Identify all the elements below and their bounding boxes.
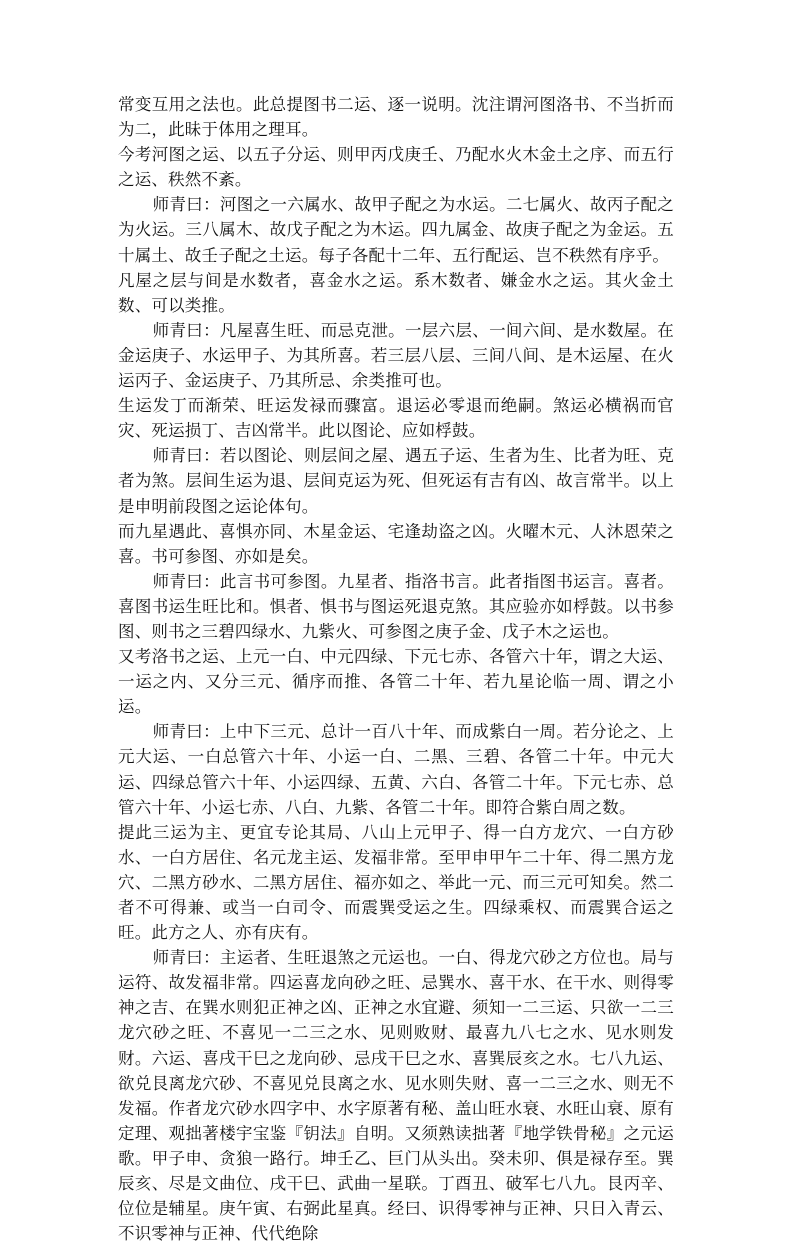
document-page [118, 92, 674, 1246]
paragraph-8: 而九星遇此、喜惧亦同、木星金运、宅逢劫盗之凶。火曜木元、人沐恩荣之喜。书可参图、亦如是矣。 [118, 521, 674, 566]
paragraph-1: 常变互用之法也。此总提图书二运、逐一说明。沈注谓河图洛书、不当折而为二，此昧于体用之理耳。 [118, 95, 674, 140]
paragraph-11: 师青曰：上中下三元、总计一百八十年、而成紫白一周。若分论之、上元大运、一白总管六十年、小运一白、二黑、三碧、各管二十年。中元大运、四绿总管六十年、小运四绿、五黄、六白、各管二十年。下元七赤、总管六十年、小运七赤、八白、九紫、各管二十年。即符合紫白周之数。 [118, 722, 674, 817]
paragraph-4: 凡屋之层与间是水数者，喜金水之运。系木数者、嫌金水之运。其火金土数、可以类推。 [118, 270, 674, 315]
paragraph-6: 生运发丁而渐荣、旺运发禄而骤富。退运必零退而绝嗣。煞运必横祸而官灾、死运损丁、吉凶常半。此以图论、应如桴鼓。 [118, 396, 674, 441]
paragraph-12: 提此三运为主、更宜专论其局、八山上元甲子、得一白方龙穴、一白方砂水、一白方居住、名元龙主运、发福非常。至甲申甲午二十年、得二黑方龙穴、二黑方砂水、二黑方居住、福亦如之、举此一元、而三元可知矣。然二者不可得兼、或当一白司令、而震巽受运之生。四绿乘权、而震巽合运之旺。此方之人、亦有庆有。 [118, 822, 674, 943]
paragraph-2: 今考河图之运、以五子分运、则甲丙戊庚壬、乃配水火木金土之序、而五行之运、秩然不紊。 [118, 145, 674, 190]
paragraph-9: 师青曰：此言书可参图。九星者、指洛书言。此者指图书运言。喜者。喜图书运生旺比和。惧者、惧书与图运死退克煞。其应验亦如桴鼓。以书参图、则书之三碧四绿水、九紫火、可参图之庚子金、戊子木之运也。 [118, 571, 674, 641]
paragraph-13: 师青曰：主运者、生旺退煞之元运也。一白、得龙穴砂之方位也。局与运符、故发福非常。四运喜龙向砂之旺、忌巽水、喜干水、在干水、则得零神之吉、在巽水则犯正神之凶、正神之水宜避、须知一二三运、只欲一二三龙穴砂之旺、不喜见一二三之水、见则败财、最喜九八七之水、见水则发财。六运、喜戌干巳之龙向砂、忌戌干巳之水、喜巽辰亥之水。七八九运、欲兑艮离龙穴砂、不喜见兑艮离之水、见水则失财、喜一二三之水、则无不发福。作者龙穴砂水四字中、水字原著有秘、盖山旺水衰、水旺山衰、原有定理、观拙著楼宇宝鉴『钥法』自明。又须熟读拙著『地学铁骨秘』之元运歌。甲子申、贪狼一路行。坤壬乙、巨门从头出。癸未卯、俱是禄存至。巽辰亥、尽是文曲位、戌干巳、武曲一星联。丁酉丑、破军七八九。艮丙辛、位位是辅星。庚午寅、右弼此星真。经曰、识得零神与正神、只日入青云、不识零神与正神、代代绝除 [118, 948, 674, 1244]
paragraph-5: 师青曰：凡屋喜生旺、而忌克泄。一层六层、一间六间、是水数屋。在金运庚子、水运甲子、为其所喜。若三层八层、三间八间、是木运屋、在火运丙子、金运庚子、乃其所忌、余类推可也。 [118, 320, 674, 391]
paragraph-10: 又考洛书之运、上元一白、中元四绿、下元七赤、各管六十年，谓之大运、一运之内、又分三元、循序而推、各管二十年、若九星论临一周、谓之小运。 [118, 647, 674, 717]
paragraph-3: 师青曰：河图之一六属水、故甲子配之为水运。二七属火、故丙子配之为火运。三八属木、故戊子配之为木运。四九属金、故庚子配之为金运。五十属土、故壬子配之土运。每子各配十二年、五行配运、岂不秩然有序乎。 [118, 195, 674, 265]
paragraph-7: 师青曰：若以图论、则层间之屋、遇五子运、生者为生、比者为旺、克者为煞。层间生运为退、层间克运为死、但死运有吉有凶、故言常半。以上是申明前段图之运论体句。 [118, 446, 674, 516]
